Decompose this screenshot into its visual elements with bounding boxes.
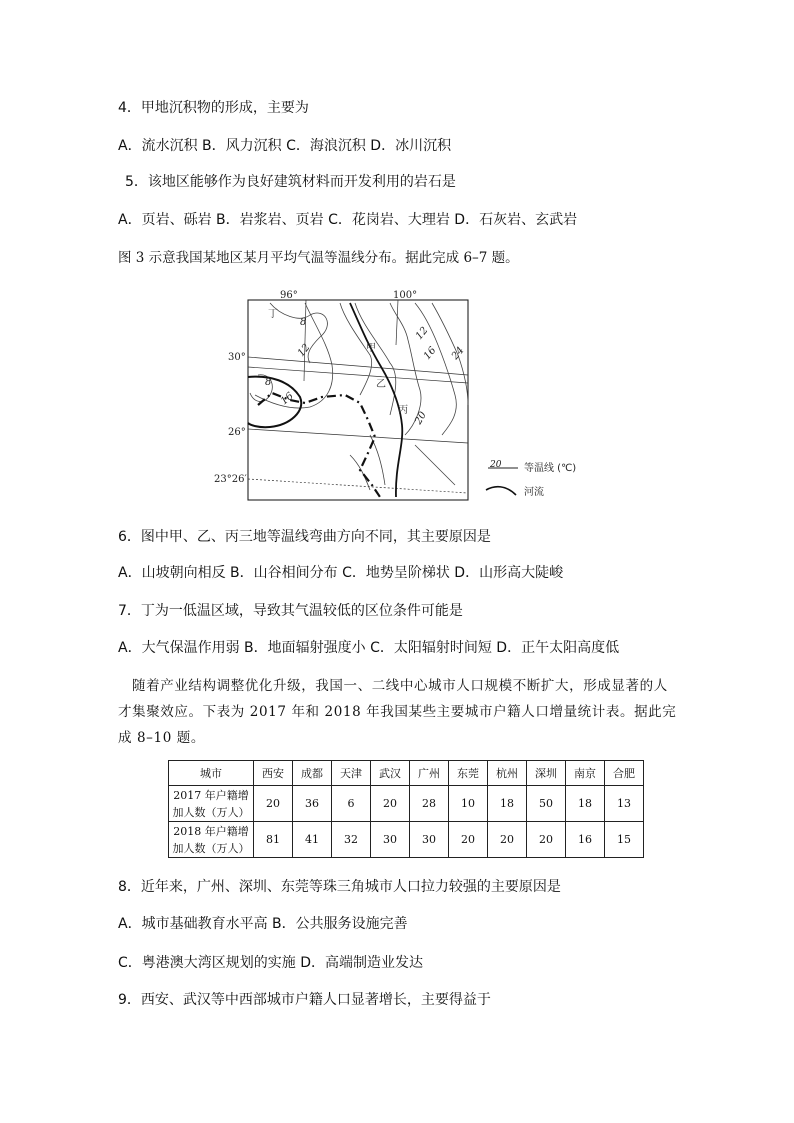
table-cell: 28 <box>410 786 449 822</box>
passage-text: 随着产业结构调整优化升级，我国一、二线中心城市人口规模不断扩大，形成显著的人才集聚效应。下表为 2017 年和 2018 年我国某些主要城市户籍人口增量统计表。据此完成 8–10 题。 <box>118 678 677 746</box>
legend-river-line <box>486 487 516 495</box>
place-label-ding: 丁 <box>268 309 278 320</box>
table-cell: 20 <box>527 822 566 858</box>
legend-river-text: 河流 <box>524 487 544 498</box>
city-header: 广州 <box>410 761 449 786</box>
q7-stem: 7．丁为一低温区域，导致其气温较低的区位条件可能是 <box>118 603 463 619</box>
table-cell: 6 <box>332 786 371 822</box>
city-header: 南京 <box>566 761 605 786</box>
isotherm-label-24: 24 <box>449 345 467 362</box>
q8-options-ab: A．城市基础教育水平高 B．公共服务设施完善 <box>118 916 408 932</box>
q4-stem: 4．甲地沉积物的形成，主要为 <box>118 100 309 116</box>
boundary-line <box>258 393 380 497</box>
city-header: 天津 <box>332 761 371 786</box>
table-cell: 16 <box>566 822 605 858</box>
table-header-row <box>169 761 644 786</box>
q8-stem: 8．近年来，广州、深圳、东莞等珠三角城市人口拉力较强的主要原因是 <box>118 879 561 895</box>
q6-stem: 6．图中甲、乙、丙三地等温线弯曲方向不同，其主要原因是 <box>118 529 491 545</box>
city-header: 深圳 <box>527 761 566 786</box>
city-header: 东莞 <box>449 761 488 786</box>
population-table <box>168 760 644 858</box>
lat-label-tropic: 23°26′ <box>214 474 247 485</box>
isotherm-label-8a: 8 <box>300 317 307 328</box>
place-label-jia: 甲 <box>366 343 376 354</box>
lon-label-96: 96° <box>280 290 298 301</box>
city-header: 成都 <box>293 761 332 786</box>
river-line <box>350 303 402 497</box>
table-cell: 18 <box>566 786 605 822</box>
table-cell: 20 <box>254 786 293 822</box>
city-header: 合肥 <box>605 761 644 786</box>
table-cell: 36 <box>293 786 332 822</box>
table-row <box>169 822 644 858</box>
legend-isotherm-text: 等温线 (℃) <box>524 463 577 474</box>
table-cell: 30 <box>410 822 449 858</box>
q5-options: A．页岩、砾岩 B．岩浆岩、页岩 C．花岗岩、大理岩 D．石灰岩、玄武岩 <box>118 212 578 228</box>
passage-paragraph <box>118 673 678 751</box>
table-header-label: 城市 <box>169 761 254 786</box>
isotherm-label-16b: 16 <box>278 390 296 408</box>
table-cell: 20 <box>488 822 527 858</box>
figure-intro: 图 3 示意我国某地区某月平均气温等温线分布。据此完成 6–7 题。 <box>118 250 519 266</box>
isotherm-label-12b: 12 <box>413 325 431 342</box>
q4-options: A．流水沉积 B．风力沉积 C．海浪沉积 D．冰川沉积 <box>118 138 452 154</box>
q5-stem: 5．该地区能够作为良好建筑材料而开发利用的岩石是 <box>125 174 456 190</box>
q8-options-cd: C．粤港澳大湾区规划的实施 D．高端制造业发达 <box>118 955 424 971</box>
city-header: 西安 <box>254 761 293 786</box>
closed-isotherm <box>248 377 301 428</box>
place-label-bing: 丙 <box>398 405 408 416</box>
q7-options: A．大气保温作用弱 B．地面辐射强度小 C．太阳辐射时间短 D．正午太阳高度低 <box>118 640 620 656</box>
table-row <box>169 786 644 822</box>
table-cell: 41 <box>293 822 332 858</box>
isotherm-map <box>210 285 590 505</box>
q6-options: A．山坡朝向相反 B．山谷相间分布 C．地势呈阶梯状 D．山形高大陡峻 <box>118 565 564 581</box>
lat-label-30: 30° <box>228 352 246 363</box>
table-cell: 30 <box>371 822 410 858</box>
row-label: 2018 年户籍增 加人数（万人） <box>169 822 254 858</box>
city-header: 杭州 <box>488 761 527 786</box>
row-label: 2017 年户籍增 加人数（万人） <box>169 786 254 822</box>
table-cell: 13 <box>605 786 644 822</box>
table-cell: 15 <box>605 822 644 858</box>
table-cell: 10 <box>449 786 488 822</box>
legend-isotherm-value: 20 <box>490 460 502 470</box>
isotherm-label-16a: 16 <box>421 345 439 362</box>
lat-label-26: 26° <box>228 427 246 438</box>
isotherm-label-12a: 12 <box>295 342 313 359</box>
table-cell: 81 <box>254 822 293 858</box>
table-cell: 20 <box>371 786 410 822</box>
table-cell: 20 <box>449 822 488 858</box>
table-cell: 50 <box>527 786 566 822</box>
isotherm-label-20: 20 <box>413 409 429 427</box>
q9-stem: 9．西安、武汉等中西部城市户籍人口显著增长，主要得益于 <box>118 992 491 1008</box>
table-cell: 18 <box>488 786 527 822</box>
table-cell: 32 <box>332 822 371 858</box>
isotherm-label-8b: 8 <box>265 377 272 388</box>
place-label-yi: 乙 <box>376 379 386 390</box>
city-header: 武汉 <box>371 761 410 786</box>
lon-label-100: 100° <box>393 290 418 301</box>
